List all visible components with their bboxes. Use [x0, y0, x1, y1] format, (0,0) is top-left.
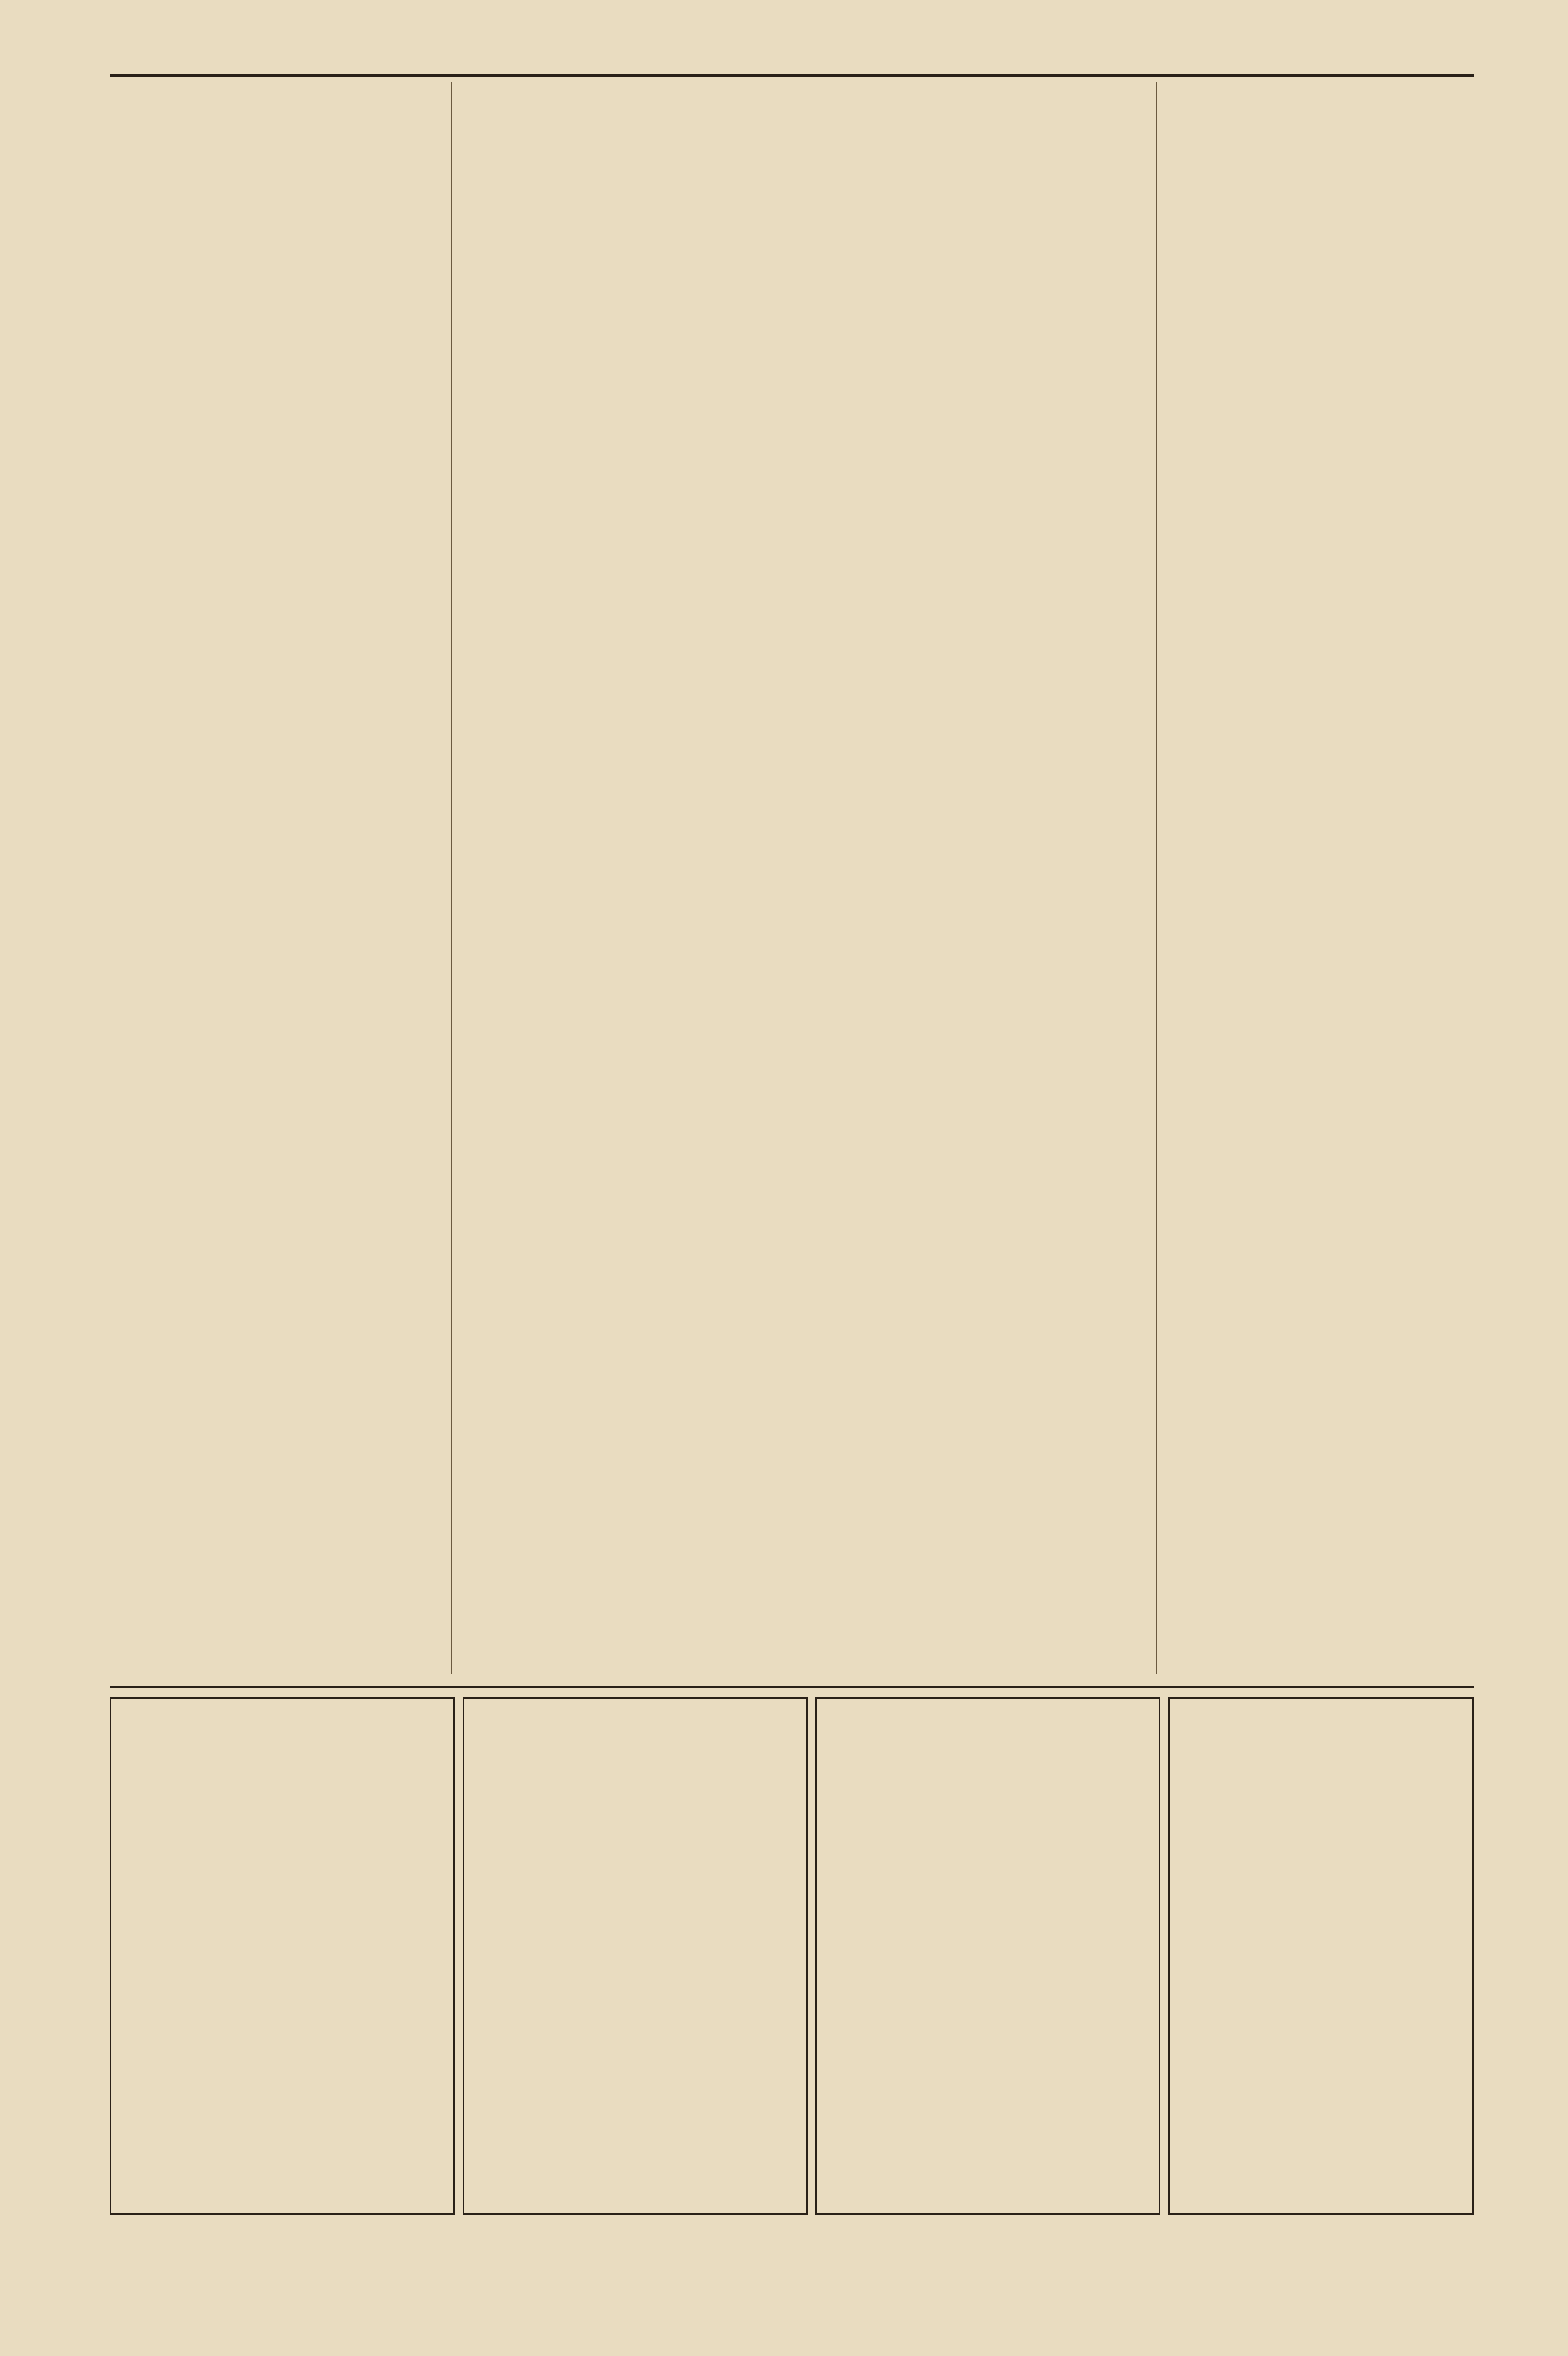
- ad-block: [463, 1697, 808, 2215]
- column-4: [1168, 82, 1474, 1674]
- ad-block: [1168, 1697, 1474, 2215]
- ad-block: [815, 1697, 1160, 2215]
- masthead: [110, 43, 1474, 77]
- ad-block: [110, 1697, 455, 2215]
- column-1: [110, 82, 439, 1674]
- column-rule: [451, 82, 452, 1674]
- column-rule: [1156, 82, 1157, 1674]
- ads-divider: [110, 1686, 1474, 1688]
- column-3: [815, 82, 1145, 1674]
- column-2: [463, 82, 792, 1674]
